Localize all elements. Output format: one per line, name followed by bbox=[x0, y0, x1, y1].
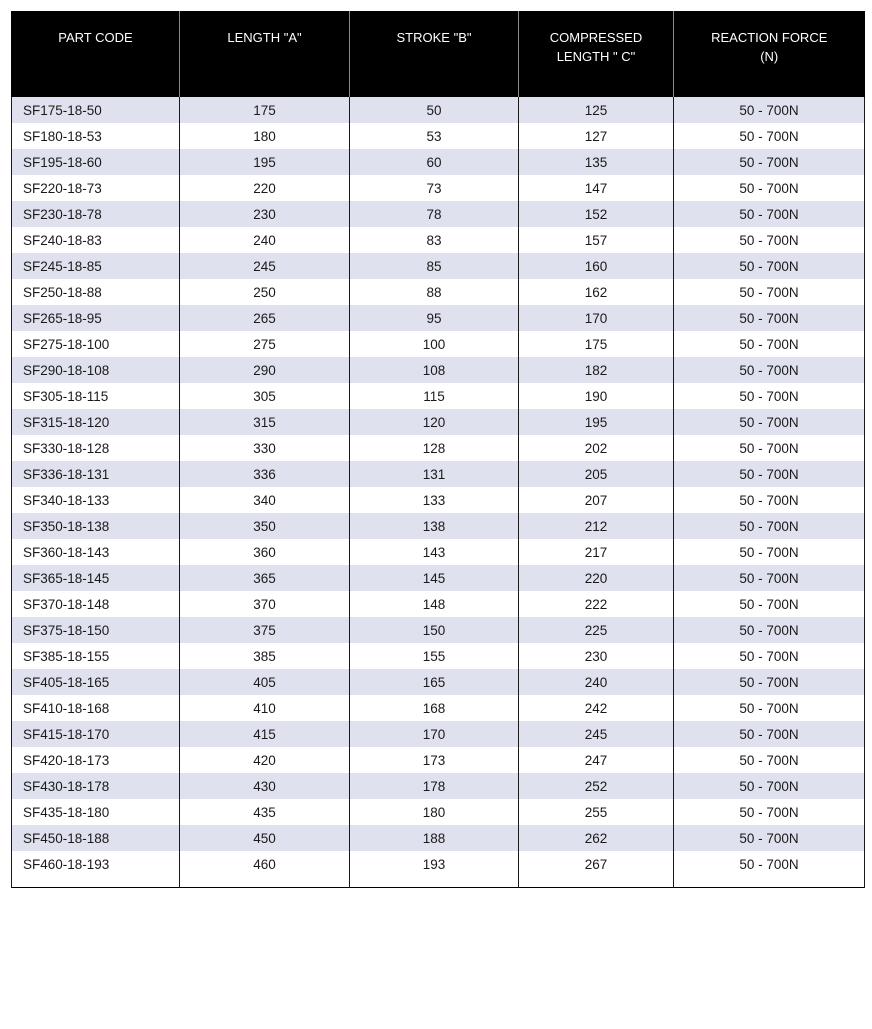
reaction-force-cell: 50 - 700N bbox=[674, 747, 865, 773]
table-row bbox=[12, 201, 865, 227]
compressed-length-cell: 190 bbox=[519, 383, 674, 409]
column-header-compressed-length-c bbox=[519, 11, 674, 97]
table-row bbox=[12, 591, 865, 617]
length-a-cell: 250 bbox=[180, 279, 350, 305]
table-row bbox=[12, 565, 865, 591]
stroke-b-cell: 50 bbox=[350, 97, 519, 123]
reaction-force-cell: 50 - 700N bbox=[674, 97, 865, 123]
column-header-label: STROKE "B" bbox=[396, 30, 472, 45]
stroke-b-cell: 120 bbox=[350, 409, 519, 435]
reaction-force-cell: 50 - 700N bbox=[674, 357, 865, 383]
reaction-force-cell: 50 - 700N bbox=[674, 487, 865, 513]
gas-spring-spec-table bbox=[11, 11, 865, 888]
table-row bbox=[12, 123, 865, 149]
compressed-length-cell: 135 bbox=[519, 149, 674, 175]
stroke-b-cell: 173 bbox=[350, 747, 519, 773]
table-row bbox=[12, 669, 865, 695]
table-row bbox=[12, 851, 865, 888]
column-header-stroke-b bbox=[350, 11, 519, 97]
reaction-force-cell: 50 - 700N bbox=[674, 253, 865, 279]
length-a-cell: 245 bbox=[180, 253, 350, 279]
stroke-b-cell: 88 bbox=[350, 279, 519, 305]
part-code-cell: SF245-18-85 bbox=[12, 253, 180, 279]
reaction-force-cell: 50 - 700N bbox=[674, 721, 865, 747]
stroke-b-cell: 180 bbox=[350, 799, 519, 825]
compressed-length-cell: 217 bbox=[519, 539, 674, 565]
reaction-force-cell: 50 - 700N bbox=[674, 513, 865, 539]
length-a-cell: 180 bbox=[180, 123, 350, 149]
table-row bbox=[12, 357, 865, 383]
stroke-b-cell: 145 bbox=[350, 565, 519, 591]
table-row bbox=[12, 227, 865, 253]
part-code-cell: SF415-18-170 bbox=[12, 721, 180, 747]
compressed-length-cell: 202 bbox=[519, 435, 674, 461]
table-row bbox=[12, 487, 865, 513]
table-row bbox=[12, 97, 865, 123]
stroke-b-cell: 95 bbox=[350, 305, 519, 331]
stroke-b-cell: 115 bbox=[350, 383, 519, 409]
reaction-force-cell: 50 - 700N bbox=[674, 175, 865, 201]
reaction-force-cell: 50 - 700N bbox=[674, 435, 865, 461]
part-code-cell: SF410-18-168 bbox=[12, 695, 180, 721]
stroke-b-cell: 143 bbox=[350, 539, 519, 565]
table-row bbox=[12, 773, 865, 799]
length-a-cell: 175 bbox=[180, 97, 350, 123]
length-a-cell: 420 bbox=[180, 747, 350, 773]
length-a-cell: 340 bbox=[180, 487, 350, 513]
length-a-cell: 375 bbox=[180, 617, 350, 643]
compressed-length-cell: 230 bbox=[519, 643, 674, 669]
compressed-length-cell: 205 bbox=[519, 461, 674, 487]
stroke-b-cell: 100 bbox=[350, 331, 519, 357]
reaction-force-cell: 50 - 700N bbox=[674, 331, 865, 357]
part-code-cell: SF240-18-83 bbox=[12, 227, 180, 253]
compressed-length-cell: 242 bbox=[519, 695, 674, 721]
table-row bbox=[12, 175, 865, 201]
length-a-cell: 265 bbox=[180, 305, 350, 331]
table-row bbox=[12, 695, 865, 721]
compressed-length-cell: 245 bbox=[519, 721, 674, 747]
compressed-length-cell: 157 bbox=[519, 227, 674, 253]
table-row bbox=[12, 747, 865, 773]
stroke-b-cell: 83 bbox=[350, 227, 519, 253]
table-body bbox=[12, 97, 865, 888]
length-a-cell: 220 bbox=[180, 175, 350, 201]
reaction-force-cell: 50 - 700N bbox=[674, 123, 865, 149]
part-code-cell: SF305-18-115 bbox=[12, 383, 180, 409]
reaction-force-cell: 50 - 700N bbox=[674, 825, 865, 851]
part-code-cell: SF370-18-148 bbox=[12, 591, 180, 617]
length-a-cell: 230 bbox=[180, 201, 350, 227]
column-header-label: PART CODE bbox=[58, 30, 133, 45]
compressed-length-cell: 240 bbox=[519, 669, 674, 695]
table-header-row bbox=[12, 11, 865, 97]
compressed-length-cell: 207 bbox=[519, 487, 674, 513]
part-code-cell: SF330-18-128 bbox=[12, 435, 180, 461]
reaction-force-cell: 50 - 700N bbox=[674, 799, 865, 825]
table-row bbox=[12, 513, 865, 539]
table-row bbox=[12, 643, 865, 669]
part-code-cell: SF290-18-108 bbox=[12, 357, 180, 383]
length-a-cell: 275 bbox=[180, 331, 350, 357]
compressed-length-cell: 147 bbox=[519, 175, 674, 201]
table-row bbox=[12, 617, 865, 643]
reaction-force-cell: 50 - 700N bbox=[674, 591, 865, 617]
table-row bbox=[12, 799, 865, 825]
part-code-cell: SF315-18-120 bbox=[12, 409, 180, 435]
length-a-cell: 370 bbox=[180, 591, 350, 617]
compressed-length-cell: 262 bbox=[519, 825, 674, 851]
column-header-part-code bbox=[12, 11, 180, 97]
reaction-force-cell: 50 - 700N bbox=[674, 383, 865, 409]
reaction-force-cell: 50 - 700N bbox=[674, 227, 865, 253]
table-row bbox=[12, 331, 865, 357]
length-a-cell: 365 bbox=[180, 565, 350, 591]
length-a-cell: 385 bbox=[180, 643, 350, 669]
part-code-cell: SF360-18-143 bbox=[12, 539, 180, 565]
length-a-cell: 430 bbox=[180, 773, 350, 799]
length-a-cell: 450 bbox=[180, 825, 350, 851]
part-code-cell: SF195-18-60 bbox=[12, 149, 180, 175]
stroke-b-cell: 85 bbox=[350, 253, 519, 279]
part-code-cell: SF435-18-180 bbox=[12, 799, 180, 825]
part-code-cell: SF375-18-150 bbox=[12, 617, 180, 643]
stroke-b-cell: 133 bbox=[350, 487, 519, 513]
table-row bbox=[12, 279, 865, 305]
compressed-length-cell: 222 bbox=[519, 591, 674, 617]
part-code-cell: SF430-18-178 bbox=[12, 773, 180, 799]
part-code-cell: SF405-18-165 bbox=[12, 669, 180, 695]
column-header-reaction-force bbox=[674, 11, 865, 97]
reaction-force-cell: 50 - 700N bbox=[674, 201, 865, 227]
stroke-b-cell: 60 bbox=[350, 149, 519, 175]
compressed-length-cell: 212 bbox=[519, 513, 674, 539]
stroke-b-cell: 73 bbox=[350, 175, 519, 201]
stroke-b-cell: 193 bbox=[350, 851, 519, 888]
part-code-cell: SF340-18-133 bbox=[12, 487, 180, 513]
reaction-force-cell: 50 - 700N bbox=[674, 565, 865, 591]
compressed-length-cell: 255 bbox=[519, 799, 674, 825]
column-header-length-a bbox=[180, 11, 350, 97]
compressed-length-cell: 160 bbox=[519, 253, 674, 279]
part-code-cell: SF220-18-73 bbox=[12, 175, 180, 201]
reaction-force-cell: 50 - 700N bbox=[674, 539, 865, 565]
reaction-force-cell: 50 - 700N bbox=[674, 669, 865, 695]
stroke-b-cell: 128 bbox=[350, 435, 519, 461]
reaction-force-cell: 50 - 700N bbox=[674, 149, 865, 175]
reaction-force-cell: 50 - 700N bbox=[674, 305, 865, 331]
reaction-force-cell: 50 - 700N bbox=[674, 461, 865, 487]
part-code-cell: SF420-18-173 bbox=[12, 747, 180, 773]
compressed-length-cell: 182 bbox=[519, 357, 674, 383]
part-code-cell: SF385-18-155 bbox=[12, 643, 180, 669]
length-a-cell: 195 bbox=[180, 149, 350, 175]
reaction-force-cell: 50 - 700N bbox=[674, 617, 865, 643]
reaction-force-cell: 50 - 700N bbox=[674, 279, 865, 305]
column-header-label: REACTION FORCE (N) bbox=[711, 30, 828, 64]
compressed-length-cell: 247 bbox=[519, 747, 674, 773]
part-code-cell: SF175-18-50 bbox=[12, 97, 180, 123]
column-header-label: LENGTH "A" bbox=[227, 30, 302, 45]
length-a-cell: 360 bbox=[180, 539, 350, 565]
compressed-length-cell: 162 bbox=[519, 279, 674, 305]
stroke-b-cell: 148 bbox=[350, 591, 519, 617]
part-code-cell: SF336-18-131 bbox=[12, 461, 180, 487]
compressed-length-cell: 252 bbox=[519, 773, 674, 799]
reaction-force-cell: 50 - 700N bbox=[674, 695, 865, 721]
stroke-b-cell: 165 bbox=[350, 669, 519, 695]
part-code-cell: SF250-18-88 bbox=[12, 279, 180, 305]
length-a-cell: 410 bbox=[180, 695, 350, 721]
column-header-label: COMPRESSED LENGTH " C" bbox=[549, 30, 643, 64]
part-code-cell: SF180-18-53 bbox=[12, 123, 180, 149]
table-row bbox=[12, 149, 865, 175]
length-a-cell: 460 bbox=[180, 851, 350, 888]
length-a-cell: 290 bbox=[180, 357, 350, 383]
length-a-cell: 415 bbox=[180, 721, 350, 747]
stroke-b-cell: 168 bbox=[350, 695, 519, 721]
reaction-force-cell: 50 - 700N bbox=[674, 773, 865, 799]
stroke-b-cell: 150 bbox=[350, 617, 519, 643]
table-row bbox=[12, 305, 865, 331]
compressed-length-cell: 267 bbox=[519, 851, 674, 888]
table-row bbox=[12, 721, 865, 747]
part-code-cell: SF450-18-188 bbox=[12, 825, 180, 851]
compressed-length-cell: 152 bbox=[519, 201, 674, 227]
compressed-length-cell: 220 bbox=[519, 565, 674, 591]
compressed-length-cell: 125 bbox=[519, 97, 674, 123]
stroke-b-cell: 178 bbox=[350, 773, 519, 799]
length-a-cell: 336 bbox=[180, 461, 350, 487]
part-code-cell: SF350-18-138 bbox=[12, 513, 180, 539]
compressed-length-cell: 225 bbox=[519, 617, 674, 643]
stroke-b-cell: 53 bbox=[350, 123, 519, 149]
length-a-cell: 330 bbox=[180, 435, 350, 461]
part-code-cell: SF265-18-95 bbox=[12, 305, 180, 331]
stroke-b-cell: 188 bbox=[350, 825, 519, 851]
stroke-b-cell: 78 bbox=[350, 201, 519, 227]
length-a-cell: 305 bbox=[180, 383, 350, 409]
part-code-cell: SF230-18-78 bbox=[12, 201, 180, 227]
part-code-cell: SF460-18-193 bbox=[12, 851, 180, 888]
stroke-b-cell: 170 bbox=[350, 721, 519, 747]
stroke-b-cell: 138 bbox=[350, 513, 519, 539]
stroke-b-cell: 108 bbox=[350, 357, 519, 383]
table-row bbox=[12, 435, 865, 461]
table-row bbox=[12, 825, 865, 851]
reaction-force-cell: 50 - 700N bbox=[674, 851, 865, 888]
table-row bbox=[12, 409, 865, 435]
compressed-length-cell: 170 bbox=[519, 305, 674, 331]
reaction-force-cell: 50 - 700N bbox=[674, 643, 865, 669]
length-a-cell: 350 bbox=[180, 513, 350, 539]
length-a-cell: 315 bbox=[180, 409, 350, 435]
length-a-cell: 435 bbox=[180, 799, 350, 825]
compressed-length-cell: 127 bbox=[519, 123, 674, 149]
length-a-cell: 405 bbox=[180, 669, 350, 695]
part-code-cell: SF275-18-100 bbox=[12, 331, 180, 357]
stroke-b-cell: 131 bbox=[350, 461, 519, 487]
table-row bbox=[12, 539, 865, 565]
compressed-length-cell: 195 bbox=[519, 409, 674, 435]
part-code-cell: SF365-18-145 bbox=[12, 565, 180, 591]
length-a-cell: 240 bbox=[180, 227, 350, 253]
reaction-force-cell: 50 - 700N bbox=[674, 409, 865, 435]
table-row bbox=[12, 253, 865, 279]
compressed-length-cell: 175 bbox=[519, 331, 674, 357]
stroke-b-cell: 155 bbox=[350, 643, 519, 669]
table-row bbox=[12, 461, 865, 487]
table-row bbox=[12, 383, 865, 409]
